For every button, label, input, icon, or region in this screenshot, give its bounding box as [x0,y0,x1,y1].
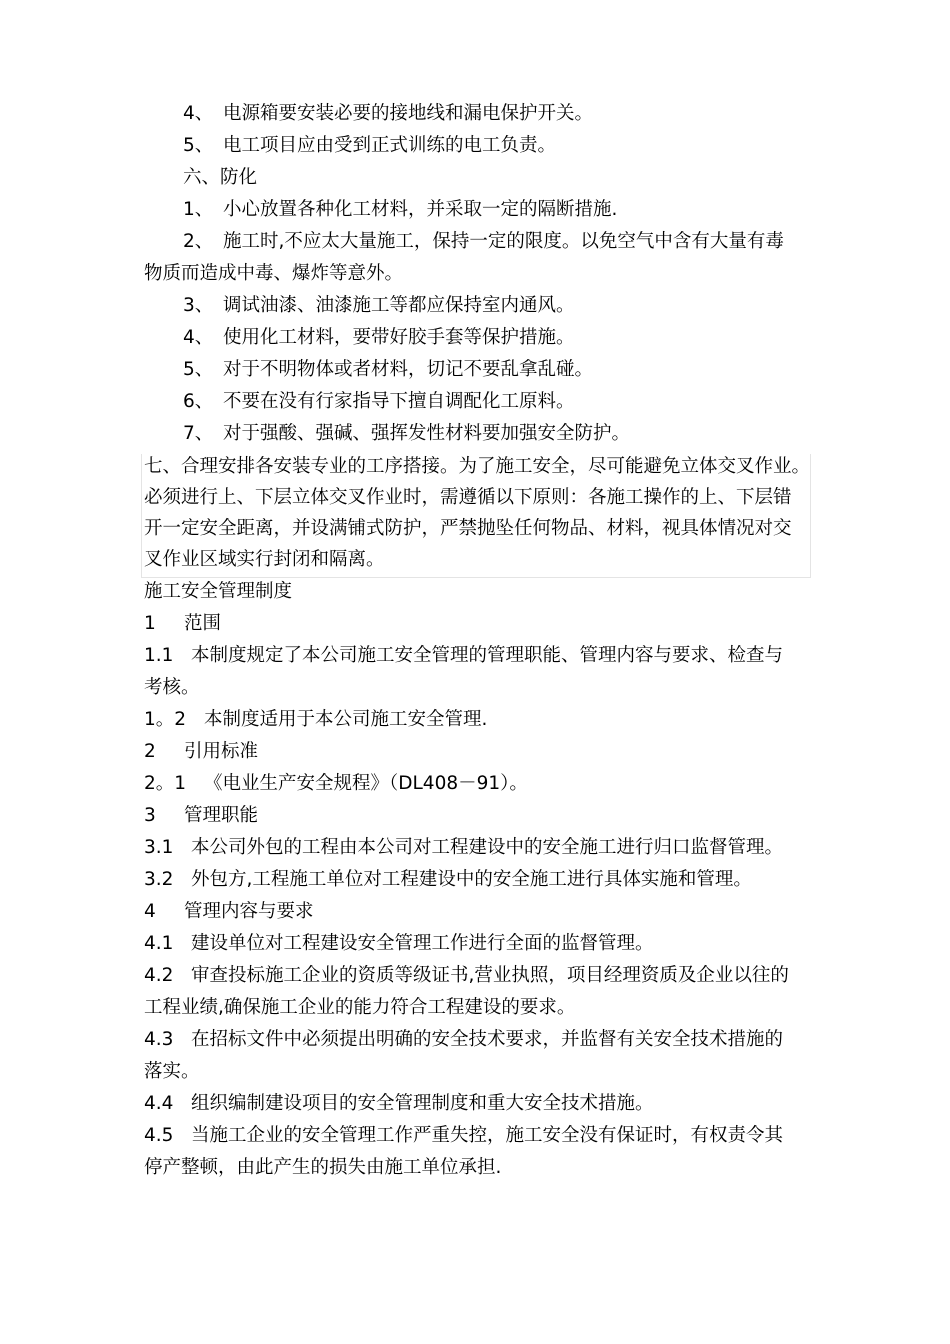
paragraph-line [144,896,314,928]
clause-text: 管理职能 [184,805,259,826]
paragraph-line [144,960,789,992]
paragraph-line [144,768,528,800]
clause-number: 4.3 [144,1029,174,1050]
clause-text: 建设单位对工程建设安全管理工作进行全面的监督管理。 [191,933,654,954]
paragraph-line [144,736,258,768]
paragraph-line [183,130,556,162]
paragraph-line: 叉作业区域实行封闭和隔离。 [144,549,385,570]
paragraph-line [144,640,783,672]
clause-text: 范围 [184,613,222,634]
paragraph-line [183,322,575,354]
paragraph-line: 考核。 [144,677,200,698]
paragraph-line [144,864,752,896]
item-number: 4、 [183,327,214,348]
clause-text: 本制度规定了本公司施工安全管理的管理职能、管理内容与要求、检查与 [191,645,784,666]
item-text: 不要在没有行家指导下擅自调配化工原料。 [223,391,575,412]
clause-number: 4.1 [144,933,174,954]
paragraph-line [144,704,487,736]
paragraph-line [183,354,593,386]
paragraph-line [144,608,221,640]
item-text: 对于强酸、强碱、强挥发性材料要加强安全防护。 [223,423,631,444]
paragraph-line [144,1024,783,1056]
paragraph-line [144,800,258,832]
clause-number: 3.2 [144,869,174,890]
clause-number: 2 [144,741,156,762]
clause-number: 4.4 [144,1093,174,1114]
clause-text: 引用标准 [184,741,259,762]
item-text: 对于不明物体或者材料，切记不要乱拿乱碰。 [223,359,594,380]
item-number: 5、 [183,359,214,380]
section-heading: 六、防化 [183,167,258,188]
item-text: 电源箱要安装必要的接地线和漏电保护开关。 [223,103,594,124]
clause-text: 本公司外包的工程由本公司对工程建设中的安全施工进行归口监督管理。 [191,837,784,858]
item-number: 4、 [183,103,214,124]
clause-number: 4.2 [144,965,174,986]
item-number: 2、 [183,231,214,252]
item-text: 调试油漆、油漆施工等都应保持室内通风。 [223,295,575,316]
clause-text: 管理内容与要求 [184,901,314,922]
item-number: 6、 [183,391,214,412]
paragraph-line [183,194,617,226]
clause-number: 3 [144,805,156,826]
paragraph-line [144,928,654,960]
paragraph-line [144,832,783,864]
paragraph-line: 七、合理安排各安装专业的工序搭接。为了施工安全，尽可能避免立体交叉作业。 [144,456,811,477]
clause-text: 当施工企业的安全管理工作严重失控，施工安全没有保证时，有权责令其 [191,1125,784,1146]
paragraph-line: 开一定安全距离，并设满铺式防护，严禁抛坠任何物品、材料，视具体情况对交 [144,518,792,539]
clause-number: 4.5 [144,1125,174,1146]
paragraph-line [183,386,575,418]
clause-number: 1.1 [144,645,174,666]
paragraph-line [183,98,593,130]
clause-number: 4 [144,901,156,922]
clause-text: 本制度适用于本公司施工安全管理. [204,709,488,730]
clause-text: 《电业生产安全规程》（DL408－91）。 [204,773,528,794]
item-number: 7、 [183,423,214,444]
clause-number: 2。1 [144,773,187,794]
clause-text: 外包方,工程施工单位对工程建设中的安全施工进行具体实施和管理。 [191,869,752,890]
paragraph-line: 物质而造成中毒、爆炸等意外。 [144,263,404,284]
paragraph-line: 停产整顿，由此产生的损失由施工单位承担. [144,1157,502,1178]
item-text: 施工时,不应太大量施工，保持一定的限度。以免空气中含有大量有毒 [223,231,784,252]
paragraph-line [183,226,784,258]
paragraph-line: 落实。 [144,1061,200,1082]
item-number: 3、 [183,295,214,316]
clause-number: 1 [144,613,156,634]
clause-text: 在招标文件中必须提出明确的安全技术要求，并监督有关安全技术措施的 [191,1029,784,1050]
clause-number: 1。2 [144,709,187,730]
paragraph-line: 必须进行上、下层立体交叉作业时，需遵循以下原则：各施工操作的上、下层错 [144,487,792,508]
paragraph-line: 工程业绩,确保施工企业的能力符合工程建设的要求。 [144,997,576,1018]
paragraph-line [183,418,630,450]
clause-number: 3.1 [144,837,174,858]
paragraph-line [144,1120,783,1152]
paragraph-line [144,1088,654,1120]
item-number: 1、 [183,199,214,220]
item-text: 使用化工材料，要带好胶手套等保护措施。 [223,327,575,348]
document-title: 施工安全管理制度 [144,581,293,602]
item-number: 5、 [183,135,214,156]
clause-text: 组织编制建设项目的安全管理制度和重大安全技术措施。 [191,1093,654,1114]
item-text: 小心放置各种化工材料，并采取一定的隔断措施. [223,199,618,220]
item-text: 电工项目应由受到正式训练的电工负责。 [223,135,557,156]
clause-text: 审查投标施工企业的资质等级证书,营业执照，项目经理资质及企业以往的 [191,965,789,986]
paragraph-line [183,290,575,322]
